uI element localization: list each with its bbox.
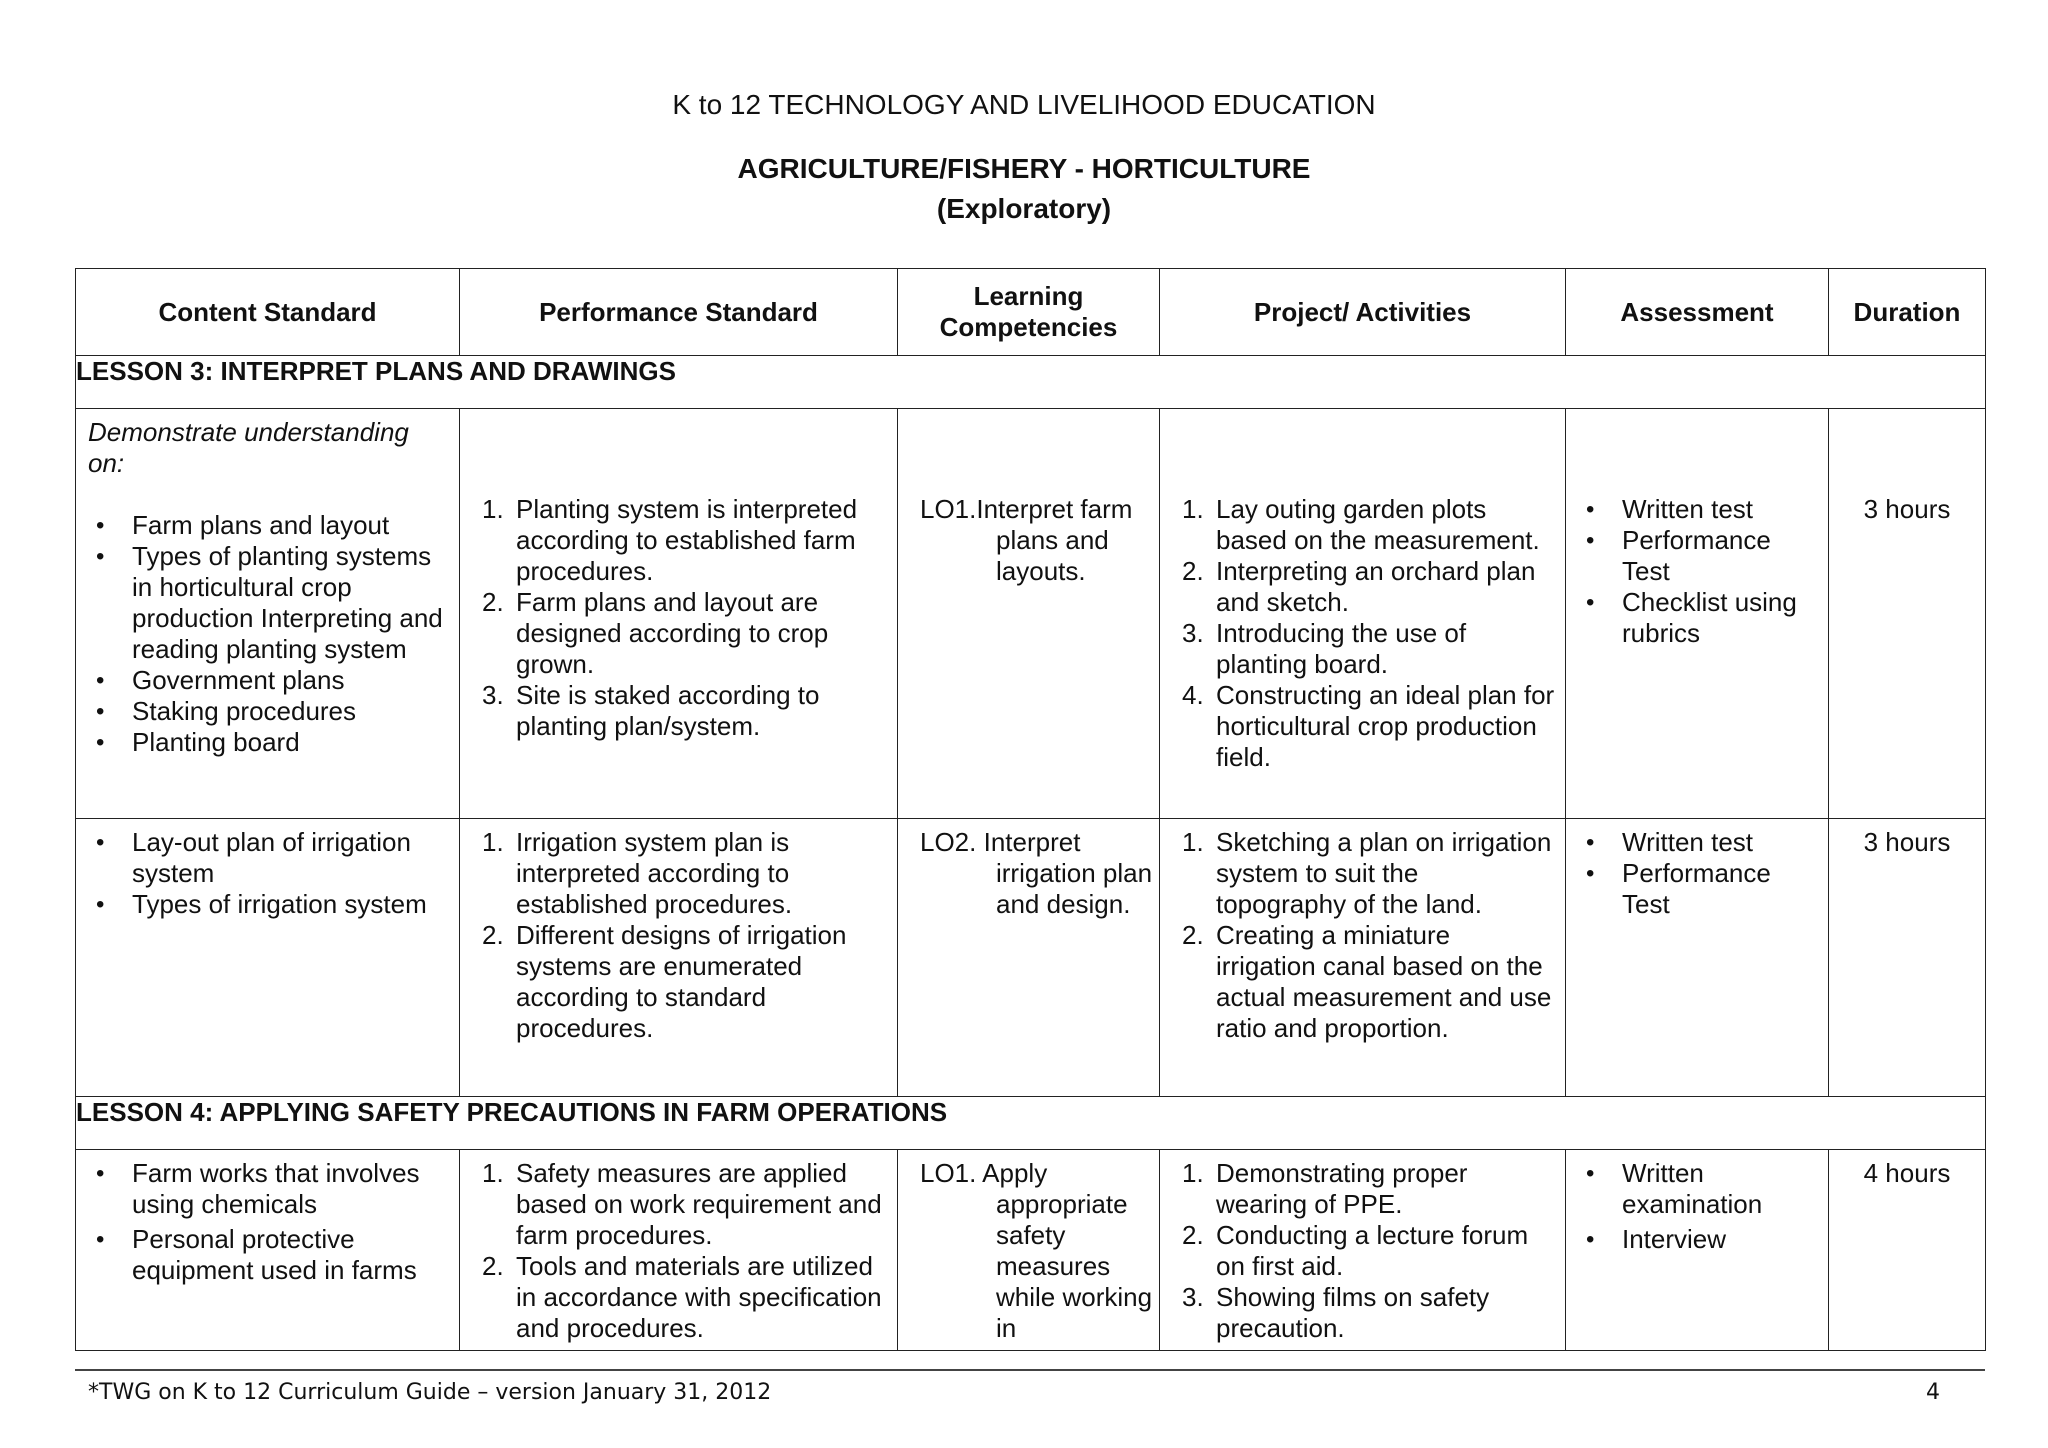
list-item: • Government plans — [88, 665, 449, 696]
list-item: • Planting board — [88, 727, 449, 758]
content-standard-cell — [76, 819, 460, 1097]
competency-text: LO1. Apply appropriate safety measures while working in — [920, 1158, 1153, 1343]
assessment-cell — [1566, 1150, 1829, 1351]
activities-cell — [1160, 1150, 1566, 1351]
lesson-title: LESSON 4: APPLYING SAFETY PRECAUTIONS IN FARM OPERATIONS — [76, 1097, 1986, 1150]
curriculum-table — [75, 268, 1986, 1351]
performance-standard-cell — [460, 1150, 898, 1351]
list-item: • Farm works that involves using chemicals — [88, 1158, 449, 1220]
list-item: 3. Site is staked according to planting plan/system. — [482, 680, 820, 741]
list-item: 2. Different designs of irrigation systems are enumerated according to standard procedures. — [482, 920, 847, 1043]
content-list — [88, 827, 449, 920]
activities-cell — [1160, 409, 1566, 819]
list-item: 2. Interpreting an orchard plan and sketch. — [1182, 556, 1536, 617]
duration-value: 4 hours — [1863, 1158, 1951, 1188]
list-item: 3. Introducing the use of planting board. — [1182, 618, 1467, 679]
list-item: • Performance Test — [1578, 525, 1818, 587]
assessment-list — [1578, 1158, 1818, 1255]
list-item: 2. Conducting a lecture forum on first aid. — [1182, 1220, 1529, 1281]
content-list — [88, 1158, 449, 1286]
column-header: Performance Standard — [460, 269, 898, 356]
activities-list — [1172, 827, 1555, 1044]
document-title: K to 12 TECHNOLOGY AND LIVELIHOOD EDUCATION — [672, 89, 1376, 120]
footer-text: *TWG on K to 12 Curriculum Guide – version January 31, 2012 — [88, 1380, 772, 1405]
lesson-title: LESSON 3: INTERPRET PLANS AND DRAWINGS — [76, 356, 1986, 409]
list-item: • Types of planting systems in horticultural crop production Interpreting and reading planting system — [88, 541, 449, 665]
competency-text: LO2. Interpret irrigation plan and design. — [920, 827, 1153, 919]
footer-divider — [75, 1369, 1985, 1371]
list-item: 2. Tools and materials are utilized in accordance with specification and procedures. — [482, 1251, 882, 1343]
activities-list — [1172, 1158, 1555, 1344]
duration-value: 3 hours — [1863, 494, 1951, 524]
learning-competency-cell — [898, 819, 1160, 1097]
activities-list — [1172, 494, 1555, 773]
list-item: 1. Safety measures are applied based on work requirement and farm procedures. — [482, 1158, 882, 1250]
list-item: • Written examination — [1578, 1158, 1818, 1220]
column-header: Content Standard — [76, 269, 460, 356]
column-header: Duration — [1829, 269, 1986, 356]
list-item: • Checklist using rubrics — [1578, 587, 1818, 649]
table-row — [76, 409, 1986, 819]
table-row — [76, 819, 1986, 1097]
competency-text: LO1.Interpret farm plans and layouts. — [920, 494, 1133, 586]
assessment-list — [1578, 494, 1818, 649]
performance-standard-cell — [460, 409, 898, 819]
list-item: • Personal protective equipment used in farms — [88, 1224, 449, 1286]
duration-cell — [1829, 409, 1986, 819]
table-row — [76, 1150, 1986, 1351]
list-item: • Written test — [1578, 827, 1818, 858]
list-item: 1. Irrigation system plan is interpreted according to established procedures. — [482, 827, 793, 919]
assessment-cell — [1566, 819, 1829, 1097]
list-item: • Farm plans and layout — [88, 510, 449, 541]
assessment-list — [1578, 827, 1818, 920]
list-item: • Written test — [1578, 494, 1818, 525]
column-header: Project/ Activities — [1160, 269, 1566, 356]
activities-cell — [1160, 819, 1566, 1097]
page-number: 4 — [1926, 1380, 1940, 1405]
performance-standard-cell — [460, 819, 898, 1097]
list-item: 1. Planting system is interpreted according to established farm procedures. — [482, 494, 858, 586]
list-item: • Interview — [1578, 1224, 1818, 1255]
list-item: • Lay-out plan of irrigation system — [88, 827, 449, 889]
list-item: • Performance Test — [1578, 858, 1818, 920]
learning-competency-cell — [898, 1150, 1160, 1351]
duration-cell — [1829, 819, 1986, 1097]
duration-value: 3 hours — [1863, 827, 1951, 857]
list-item: 3. Showing films on safety precaution. — [1182, 1282, 1490, 1343]
performance-list — [472, 494, 887, 742]
column-header — [898, 269, 1160, 356]
document-subtitle-note: (Exploratory) — [936, 193, 1112, 224]
list-item: 2. Creating a miniature irrigation canal based on the actual measurement and use ratio and proportion. — [1182, 920, 1552, 1043]
list-item: • Types of irrigation system — [88, 889, 449, 920]
performance-list — [472, 827, 887, 1044]
content-list — [88, 510, 449, 758]
column-header-label: Learning Competencies — [939, 281, 1118, 342]
content-intro: Demonstrate understanding on: — [88, 417, 409, 478]
list-item: 1. Demonstrating proper wearing of PPE. — [1182, 1158, 1468, 1219]
learning-competency-cell — [898, 409, 1160, 819]
assessment-cell — [1566, 409, 1829, 819]
lesson-heading-row — [76, 1097, 1986, 1150]
list-item: 1. Lay outing garden plots based on the measurement. — [1182, 494, 1540, 555]
column-header: Assessment — [1566, 269, 1829, 356]
document-subtitle: AGRICULTURE/FISHERY - HORTICULTURE — [737, 153, 1311, 184]
list-item: 4. Constructing an ideal plan for horticultural crop production field. — [1182, 680, 1555, 772]
list-item: 1. Sketching a plan on irrigation system to suit the topography of the land. — [1182, 827, 1552, 919]
content-standard-cell — [76, 409, 460, 819]
duration-cell — [1829, 1150, 1986, 1351]
lesson-heading-row — [76, 356, 1986, 409]
list-item: 2. Farm plans and layout are designed according to crop grown. — [482, 587, 829, 679]
list-item: • Staking procedures — [88, 696, 449, 727]
table-header-row — [76, 269, 1986, 356]
content-standard-cell — [76, 1150, 460, 1351]
performance-list — [472, 1158, 887, 1344]
